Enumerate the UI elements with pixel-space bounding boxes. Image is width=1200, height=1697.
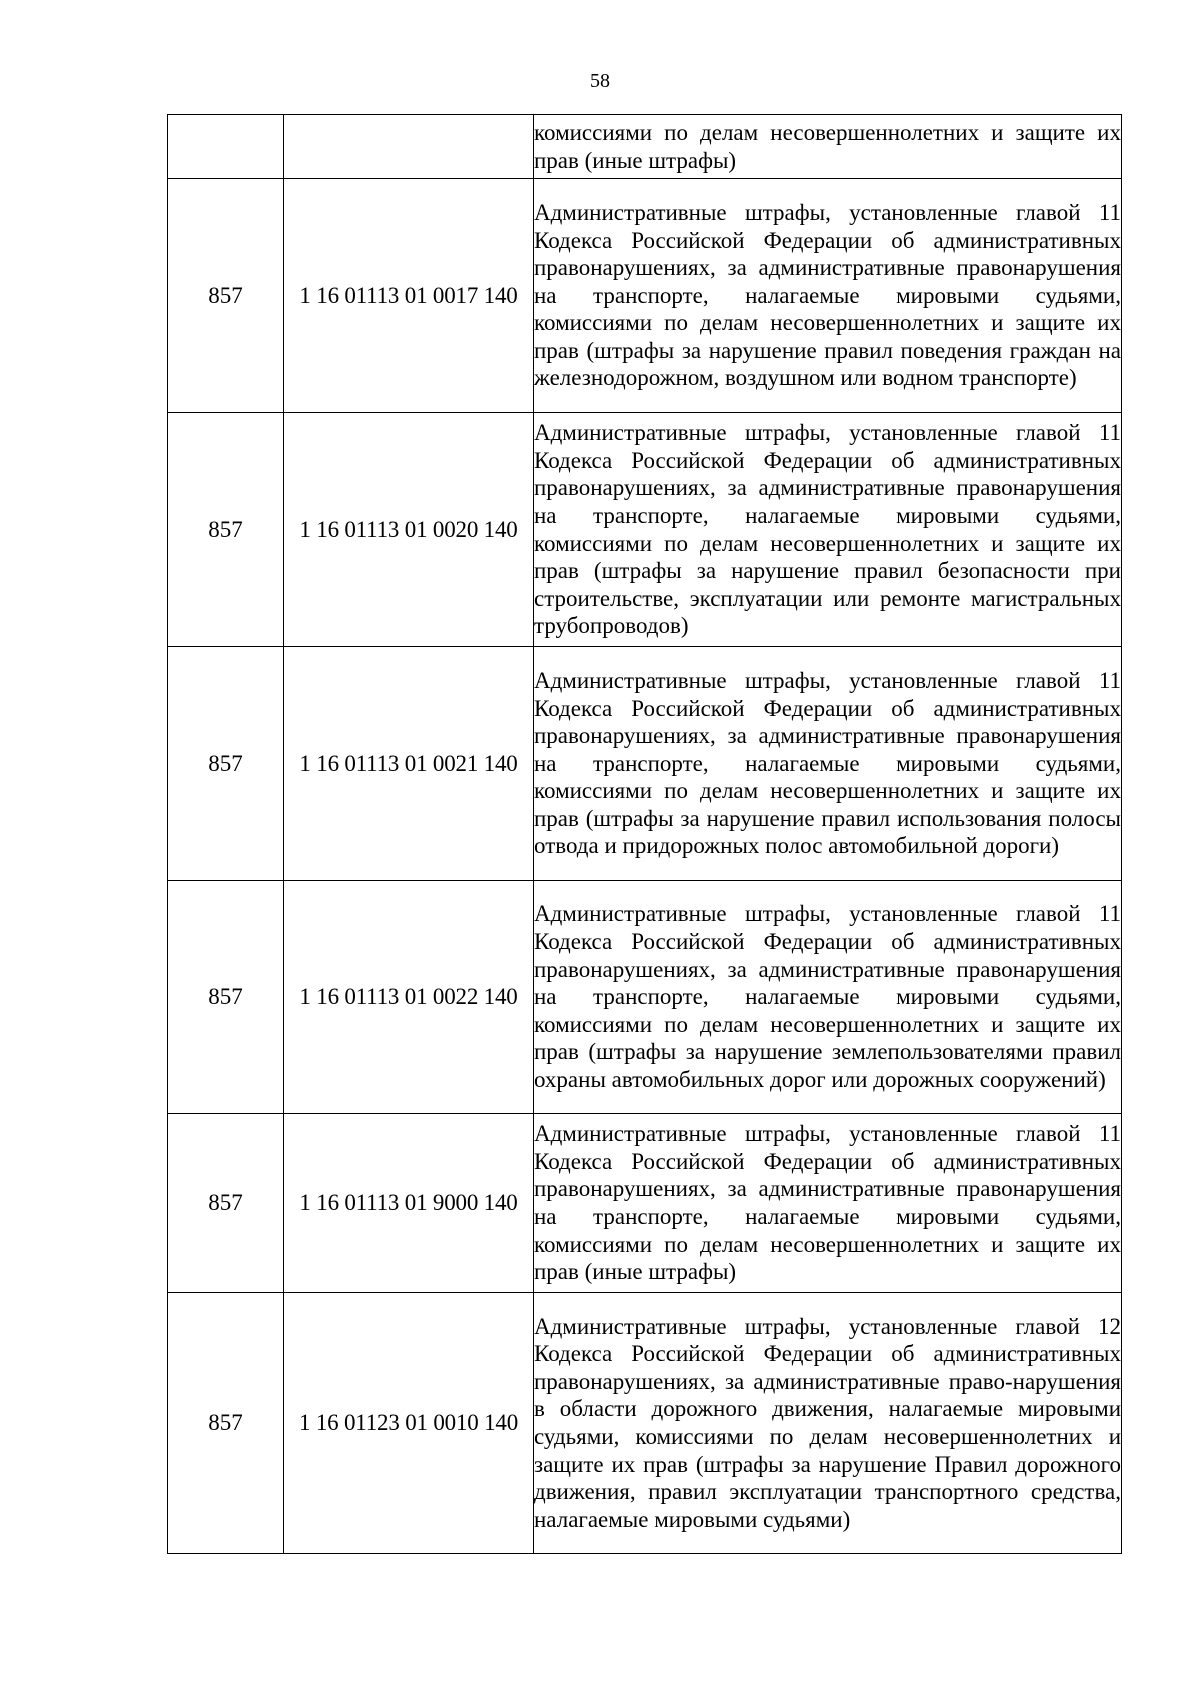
budget-code-cell: 1 16 01113 01 0021 140 — [284, 647, 534, 881]
admin-code-cell: 857 — [168, 179, 284, 413]
page-number: 58 — [590, 70, 610, 92]
description-cell: Административные штрафы, установленные главой 12 Кодекса Российской Федерации об административных правонарушениях, за административные право-нарушения в области дорожного движения, налагаемые мировыми судьями, комиссиями по делам несовершеннолетних и защите их прав (штрафы за нарушение Правил дорожного движения, правил эксплуатации транспортного средства, налагаемые мировыми судьями) — [534, 1293, 1122, 1554]
table-row — [168, 881, 1122, 1114]
description-cell: Административные штрафы, установленные главой 11 Кодекса Российской Федерации об административных правонарушениях, за административные правонарушения на транспорте, налагаемые мировыми судьями, комиссиями по делам несовершеннолетних и защите их прав (штрафы за нарушение правил безопасности при строительстве, эксплуатации или ремонте магистральных трубопроводов) — [534, 413, 1122, 647]
table-row — [168, 115, 1122, 179]
description-cell: Административные штрафы, установленные главой 11 Кодекса Российской Федерации об административных правонарушениях, за административные правонарушения на транспорте, налагаемые мировыми судьями, комиссиями по делам несовершеннолетних и защите их прав (штрафы за нарушение правил использования полосы отвода и придорожных полос автомобильной дороги) — [534, 647, 1122, 881]
table-row — [168, 179, 1122, 413]
budget-code-cell — [284, 115, 534, 179]
description-cell: Административные штрафы, установленные главой 11 Кодекса Российской Федерации об административных правонарушениях, за административные правонарушения на транспорте, налагаемые мировыми судьями, комиссиями по делам несовершеннолетних и защите их прав (штрафы за нарушение землепользователями правил охраны автомобильных дорог или дорожных сооружений) — [534, 881, 1122, 1114]
admin-code-cell — [168, 115, 284, 179]
budget-code-cell: 1 16 01113 01 0022 140 — [284, 881, 534, 1114]
admin-code-cell: 857 — [168, 647, 284, 881]
description-cell: Административные штрафы, установленные главой 11 Кодекса Российской Федерации об административных правонарушениях, за административные правонарушения на транспорте, налагаемые мировыми судьями, комиссиями по делам несовершеннолетних и защите их прав (иные штрафы) — [534, 1114, 1122, 1293]
admin-code-cell: 857 — [168, 413, 284, 647]
table-row — [168, 647, 1122, 881]
budget-code-cell: 1 16 01113 01 9000 140 — [284, 1114, 534, 1293]
table-row — [168, 1114, 1122, 1293]
table-row — [168, 413, 1122, 647]
description-cell: комиссиями по делам несовершеннолетних и защите их прав (иные штрафы) — [534, 115, 1122, 179]
budget-codes-table — [167, 114, 1122, 1554]
budget-code-cell: 1 16 01113 01 0020 140 — [284, 413, 534, 647]
table-row — [168, 1293, 1122, 1554]
budget-code-cell: 1 16 01123 01 0010 140 — [284, 1293, 534, 1554]
description-cell: Административные штрафы, установленные главой 11 Кодекса Российской Федерации об административных правонарушениях, за административные правонарушения на транспорте, налагаемые мировыми судьями, комиссиями по делам несовершеннолетних и защите их прав (штрафы за нарушение правил поведения граждан на железнодорожном, воздушном или водном транспорте) — [534, 179, 1122, 413]
admin-code-cell: 857 — [168, 881, 284, 1114]
admin-code-cell: 857 — [168, 1293, 284, 1554]
admin-code-cell: 857 — [168, 1114, 284, 1293]
budget-code-cell: 1 16 01113 01 0017 140 — [284, 179, 534, 413]
